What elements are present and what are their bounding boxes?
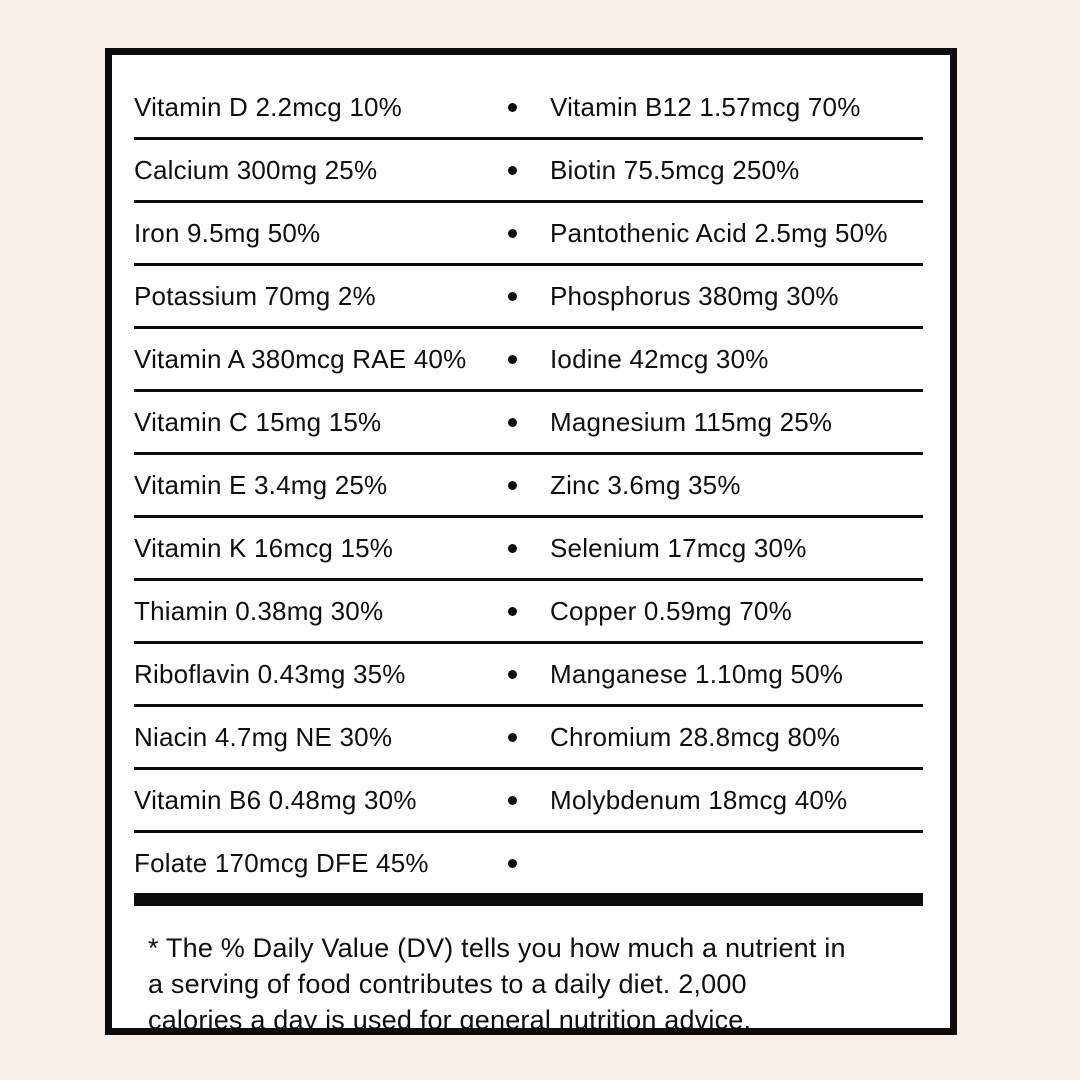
nutrient-right-value: Phosphorus 380mg 30% [550,280,839,311]
footnote-line: calories a day is used for general nutrition advice. [148,1005,752,1035]
footnote-line: a serving of food contributes to a daily diet. 2,000 [148,969,747,999]
nutrient-row [134,770,923,833]
bullet-cell [500,166,524,175]
nutrient-right-value: Molybdenum 18mcg 40% [550,784,848,815]
bullet-dot-icon [508,166,517,175]
nutrient-right-value: Copper 0.59mg 70% [550,595,792,626]
nutrient-right-value: Manganese 1.10mg 50% [550,658,844,689]
bullet-cell [500,544,524,553]
nutrient-row [134,518,923,581]
bullet-dot-icon [508,355,517,364]
bullet-dot-icon [508,103,517,112]
bullet-dot-icon [508,733,517,742]
nutrient-row [134,455,923,518]
nutrient-row [134,833,923,893]
bullet-cell [500,229,524,238]
nutrient-right-value: Chromium 28.8mcg 80% [550,721,841,752]
bullet-dot-icon [508,796,517,805]
bullet-dot-icon [508,859,517,868]
nutrient-left-value: Niacin 4.7mg NE 30% [134,721,393,752]
nutrient-right-value: Iodine 42mcg 30% [550,343,769,374]
bullet-cell [500,103,524,112]
bullet-cell [500,859,524,868]
nutrient-rows [112,55,950,893]
bullet-dot-icon [508,481,517,490]
bullet-cell [500,292,524,301]
nutrient-row [134,392,923,455]
nutrient-right-value: Selenium 17mcg 30% [550,532,807,563]
nutrient-left-value: Thiamin 0.38mg 30% [134,595,384,626]
nutrient-left-value: Vitamin B6 0.48mg 30% [134,784,417,815]
nutrient-right-value: Biotin 75.5mcg 250% [550,154,800,185]
nutrition-label-panel [105,48,957,1035]
nutrient-right-value: Zinc 3.6mg 35% [550,469,741,500]
nutrient-left-value: Vitamin A 380mcg RAE 40% [134,343,467,374]
nutrient-left-value: Calcium 300mg 25% [134,154,378,185]
bullet-cell [500,607,524,616]
nutrient-left-value: Iron 9.5mg 50% [134,217,321,248]
nutrient-row [134,644,923,707]
nutrient-left-value: Folate 170mcg DFE 45% [134,847,429,878]
bullet-dot-icon [508,229,517,238]
nutrient-right-value: Pantothenic Acid 2.5mg 50% [550,217,888,248]
nutrient-left-value: Potassium 70mg 2% [134,280,376,311]
bullet-cell [500,481,524,490]
nutrient-left-value: Vitamin K 16mcg 15% [134,532,394,563]
bullet-cell [500,670,524,679]
section-divider-bar [134,893,923,906]
nutrient-row [134,203,923,266]
nutrient-right-value: Vitamin B12 1.57mcg 70% [550,91,861,122]
nutrient-row [134,266,923,329]
nutrient-left-value: Vitamin C 15mg 15% [134,406,382,437]
bullet-dot-icon [508,670,517,679]
bullet-dot-icon [508,607,517,616]
bullet-dot-icon [508,418,517,427]
bullet-cell [500,418,524,427]
bullet-dot-icon [508,292,517,301]
nutrient-row [134,77,923,140]
bullet-cell [500,733,524,742]
daily-value-footnote [148,930,922,1038]
bullet-cell [500,355,524,364]
nutrient-row [134,329,923,392]
footnote-line: * The % Daily Value (DV) tells you how much a nutrient in [148,933,846,963]
nutrient-row [134,581,923,644]
nutrient-left-value: Vitamin D 2.2mcg 10% [134,91,402,122]
nutrient-left-value: Vitamin E 3.4mg 25% [134,469,388,500]
nutrient-right-value: Magnesium 115mg 25% [550,406,833,437]
nutrient-left-value: Riboflavin 0.43mg 35% [134,658,406,689]
bullet-dot-icon [508,544,517,553]
nutrient-row [134,707,923,770]
bullet-cell [500,796,524,805]
nutrient-row [134,140,923,203]
